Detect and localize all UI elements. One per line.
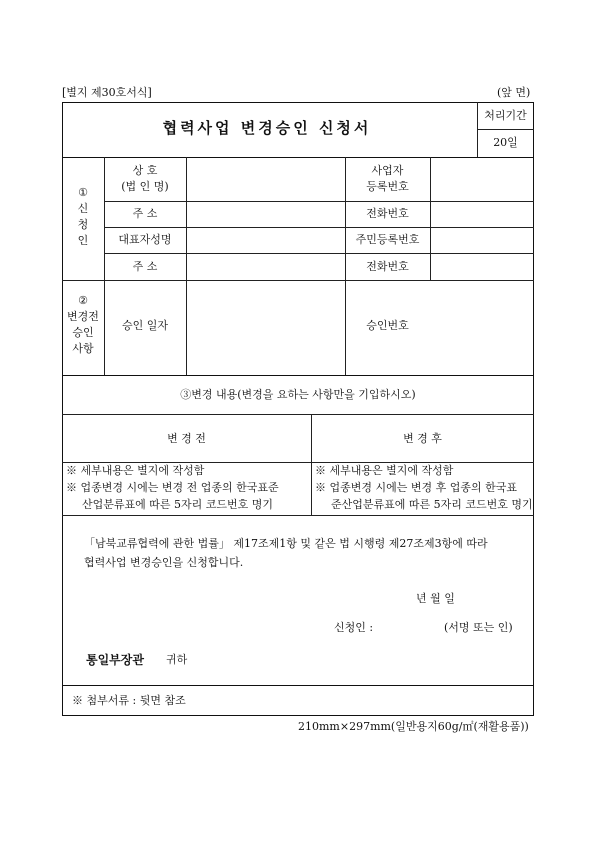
approval-date-label: 승인 일자 <box>121 319 168 332</box>
biz-reg-label: 사업자 <box>371 164 404 177</box>
recipient-title: 통일부장관 <box>86 653 144 667</box>
signature-label: (서명 또는 인) <box>444 621 513 634</box>
date-field: 년 월 일 <box>416 592 455 605</box>
representative-name-label: 대표자성명 <box>118 233 172 246</box>
phone-label: 전화번호 <box>366 207 409 220</box>
recipient-honorific: 귀하 <box>166 653 188 666</box>
form-number: [별지 제30호서식] <box>62 86 152 99</box>
representative-address-label: 주 소 <box>132 260 158 273</box>
processing-period-label: 처리기간 <box>484 109 527 122</box>
representative-phone-label: 전화번호 <box>366 260 409 273</box>
attachment-note: ※ 첨부서류 : 뒷면 참조 <box>72 694 186 707</box>
processing-period-value: 20일 <box>493 136 518 149</box>
form-title: 협력사업 변경승인 신청서 <box>162 119 372 137</box>
approval-number-label: 승인번호 <box>366 319 409 332</box>
page-side-label: (앞 면) <box>497 86 531 99</box>
after-change-heading: 변 경 후 <box>403 432 442 445</box>
trade-name-label: 상 호 <box>132 164 158 177</box>
before-change-heading: 변 경 전 <box>167 432 206 445</box>
biz-reg-label-2: 등록번호 <box>366 180 409 193</box>
resident-number-label: 주민등록번호 <box>355 233 420 246</box>
paper-spec: 210mm×297mm(일반용지60g/㎡(재활용품)) <box>298 720 529 733</box>
statement-line-1: 「남북교류협력에 관한 법률」 제17조제1항 및 같은 법 시행령 제27조제3항에 따라 <box>84 537 488 550</box>
change-content-heading: ③변경 내용(변경을 요하는 사항만을 기입하시오) <box>180 388 416 401</box>
address-label: 주 소 <box>132 207 158 220</box>
applicant-label: 신청인 : <box>334 621 374 634</box>
corp-name-label: (법 인 명) <box>121 180 169 193</box>
statement-line-2: 협력사업 변경승인을 신청합니다. <box>84 556 244 569</box>
